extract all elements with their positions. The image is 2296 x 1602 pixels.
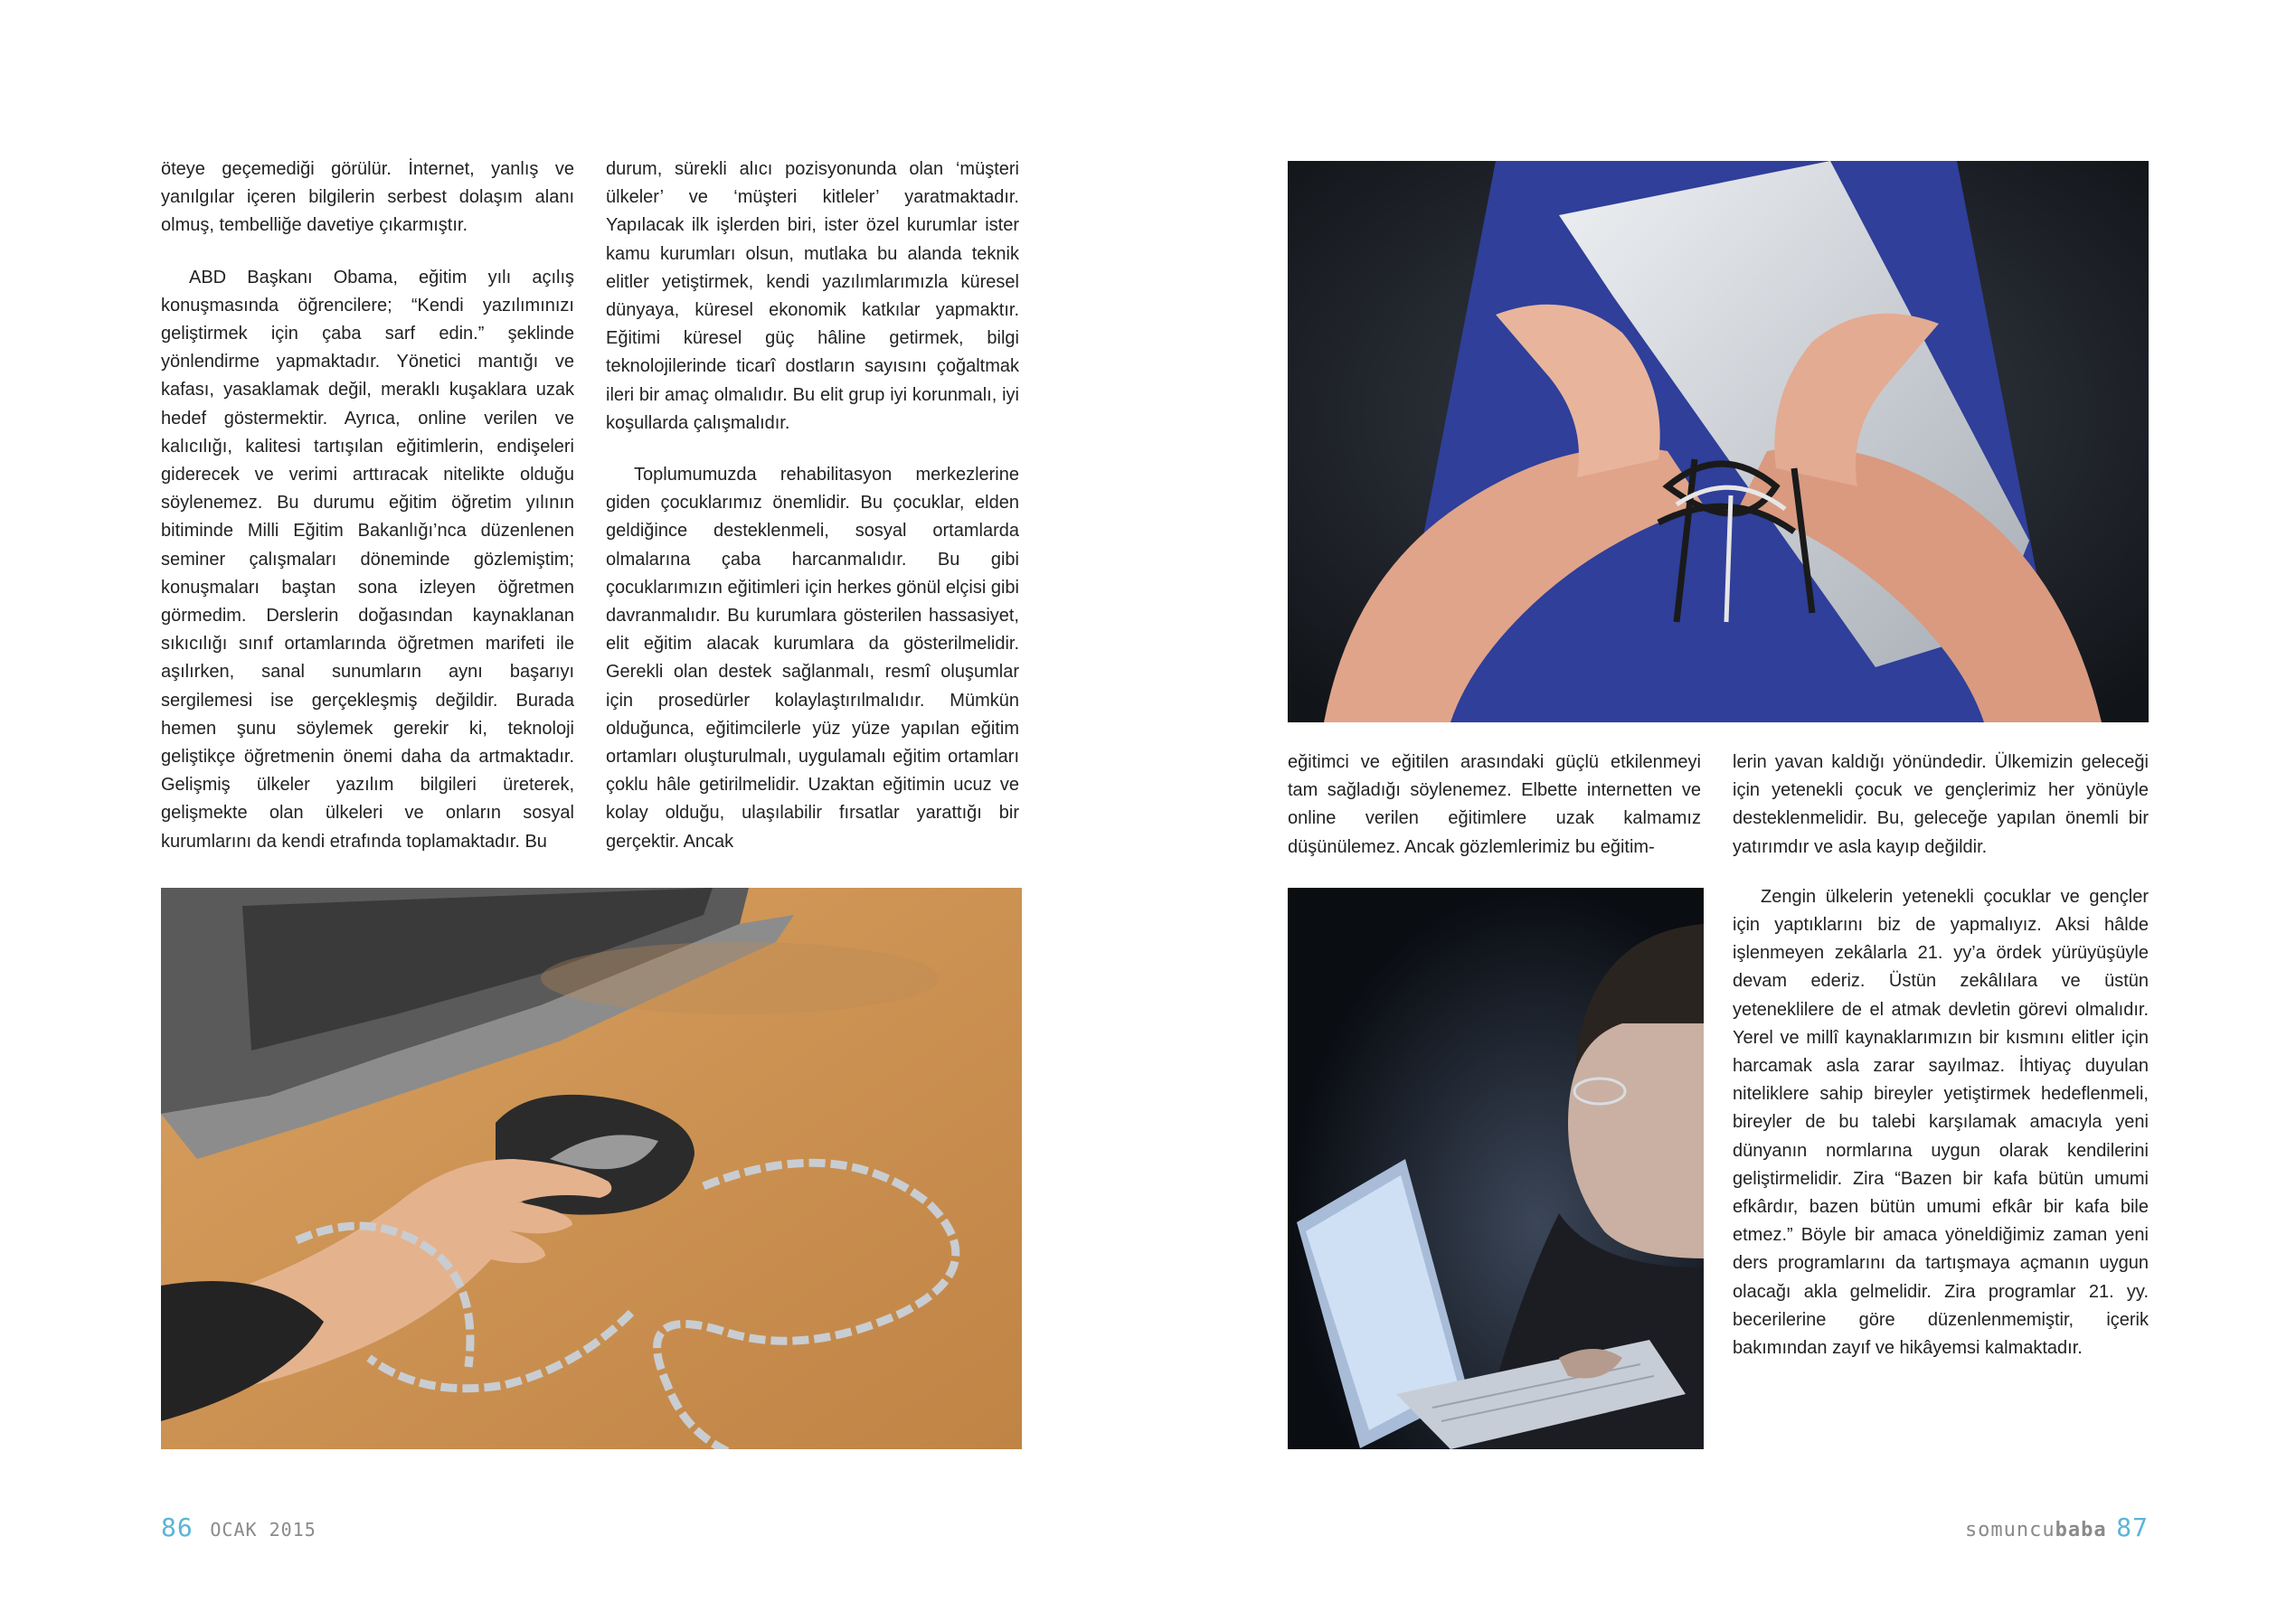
paragraph: durum, sürekli alıcı pozisyonunda olan ‘müşteri ülkeler’ ve ‘müşteri kitleler’ yaratmaktadır. Yapılacak ilk işlerden biri, ister özel kurumlar ister kamu kurumları olsun, mutlaka bu alanda teknik elitler yetiştirmek, kendi yazılımlarımızla küresel dünyaya, küresel ekonomik katkılar yapmaktır. Eğitimi küresel güç hâline getirmek, bilgi teknolojilerinde ticarî dostların sayısını çoğaltmak ileri bir amaç olmalıdır. Bu elit grup iyi korunmalı, iyi koşullarda çalışmalıdır.: [606, 159, 1019, 433]
right-footer: [1965, 1512, 2149, 1542]
paragraph: Zengin ülkelerin yetenekli çocuklar ve gençler için yaptıklarını biz de yapmalıyız. Aksi hâlde işlenmeyen zekâlarla 21. yy’a ördek yürüyüşüyle devam ederiz. Üstün zekâlılara ve üstün yeteneklilere de el atmak devletin görevi olmalıdır. Yerel ve millî kaynaklarımızın bir kısmını elitler için harcamak asla zarar sayılmaz. İhtiyaç duyulan niteliklere sahip bireyler yetiştirmek hedeflenmeli, bireyler de bu talebi karşılamak amacıyla yeni dünyanın normlarına uygun olarak kendilerini geliştirmelidir. Zira “Bazen bir kafa bütün umumi efkârdır, bazen bütün umumi efkâr bir kafa bile etmez.” Böyle bir amaca yöneldiğimiz zaman yeni ders programlarını da tartışmaya açmanın uygun olacağı akla gelmelidir. Zira programlar 21. yy. becerilerine göre düzenlenmemiştir, içerik bakımından zayıf ve hikâyemsi kalmaktadır.: [1733, 886, 2149, 1359]
paragraph: eğitimci ve eğitilen arasındaki güçlü etkilenmeyi tam sağladığı söylenemez. Elbette internetten ve online verilen eğitimlere uzak kalmamız düşünülemez. Ancak gözlemlerimiz bu eğitim-: [1288, 752, 1701, 857]
left-footer: [161, 1512, 317, 1542]
hand-chain-photo: [161, 888, 1022, 1449]
paragraph: Toplumumuzda rehabilitasyon merkezlerine giden çocuklarımız önemlidir. Bu çocuklar, elden geldiğince desteklenmeli, sosyal ortamlarda olmalarına çaba harcanmalıdır. Bu gibi çocuklarımızın eğitimleri için herkes gönül elçisi gibi davranmalıdır. Bu kurumlara gösterilen hassasiyet, elit eğitim alacak kurumlara da gösterilmelidir. Gerekli olan destek sağlanmalı, resmî oluşumlar için prosedürler kolaylaştırılmalıdır. Mümkün olduğunca, eğitimcilerle yüz yüze yapılan eğitim ortamları oluşturulmalı, uygulamalı eğitim ortamları çoklu hâle getirilmelidir. Uzaktan eğitimin ucuz ve kolay olduğu, ulaşılabilir fırsatlar yarattığı bir gerçektir. Ancak: [606, 465, 1019, 852]
boy-laptop-photo: [1288, 888, 1704, 1449]
paragraph: lerin yavan kaldığı yönündedir. Ülkemizin geleceği için yetenekli çocuk ve gençlerimiz her yönüyle desteklenmelidir. Bu, geleceğe yapılan önemli bir yatırımdır ve asla kayıp değildir.: [1733, 752, 2149, 857]
issue-date: OCAK 2015: [210, 1519, 317, 1541]
magazine-name-bold: baba: [2055, 1519, 2107, 1541]
page-number: 86: [161, 1512, 194, 1542]
wrists-cables-photo: [1288, 161, 2149, 722]
right-column-4: [1733, 749, 2149, 1362]
right-column-3: [1288, 749, 1701, 862]
page-number: 87: [2116, 1512, 2149, 1542]
left-column-2: [606, 155, 1019, 856]
paragraph: ABD Başkanı Obama, eğitim yılı açılış konuşmasında öğrencilere; “Kendi yazılımınızı geliştirmek için çaba sarf edin.” şeklinde yönlendirme yapmaktadır. Yönetici mantığı ve kafası, yasaklamak değil, meraklı kuşaklara uzak hedef göstermektir. Ayrıca, online verilen ve kalıcılığı, kalitesi tartışılan eğitimlerin, endişeleri giderecek ve verimi arttıracak nitelikte olduğu söylenemez. Bu durumu eğitim öğretim yılının bitiminde Milli Eğitim Bakanlığı’nca düzenlenen seminer çalışmaları döneminde gözlemiştim; konuşmaları baştan sona izleyen öğretmen görmedim. Derslerin doğasından kaynaklanan sıkıcılığı sınıf ortamlarında öğretmen marifeti ile aşılırken, sanal sunumların aynı başarıyı sergilemesi ise gerçekleşmiş değildir. Burada hemen şunu söylemek gerekir ki, teknoloji geliştikçe öğretmenin önemi daha da artmaktadır. Gelişmiş ülkeler yazılım bilgileri üreterek, gelişmekte olan ülkeleri ve onların sosyal kurumlarını da kendi etrafında toplamaktadır. Bu: [161, 267, 574, 852]
magazine-name: somuncu: [1964, 1519, 2055, 1541]
paragraph: öteye geçemediği görülür. İnternet, yanlış ve yanılgılar içeren bilgilerin serbest dolaşım alanı olmuş, tembelliğe davetiye çıkarmıştır.: [161, 159, 574, 236]
left-column-1: [161, 155, 574, 856]
